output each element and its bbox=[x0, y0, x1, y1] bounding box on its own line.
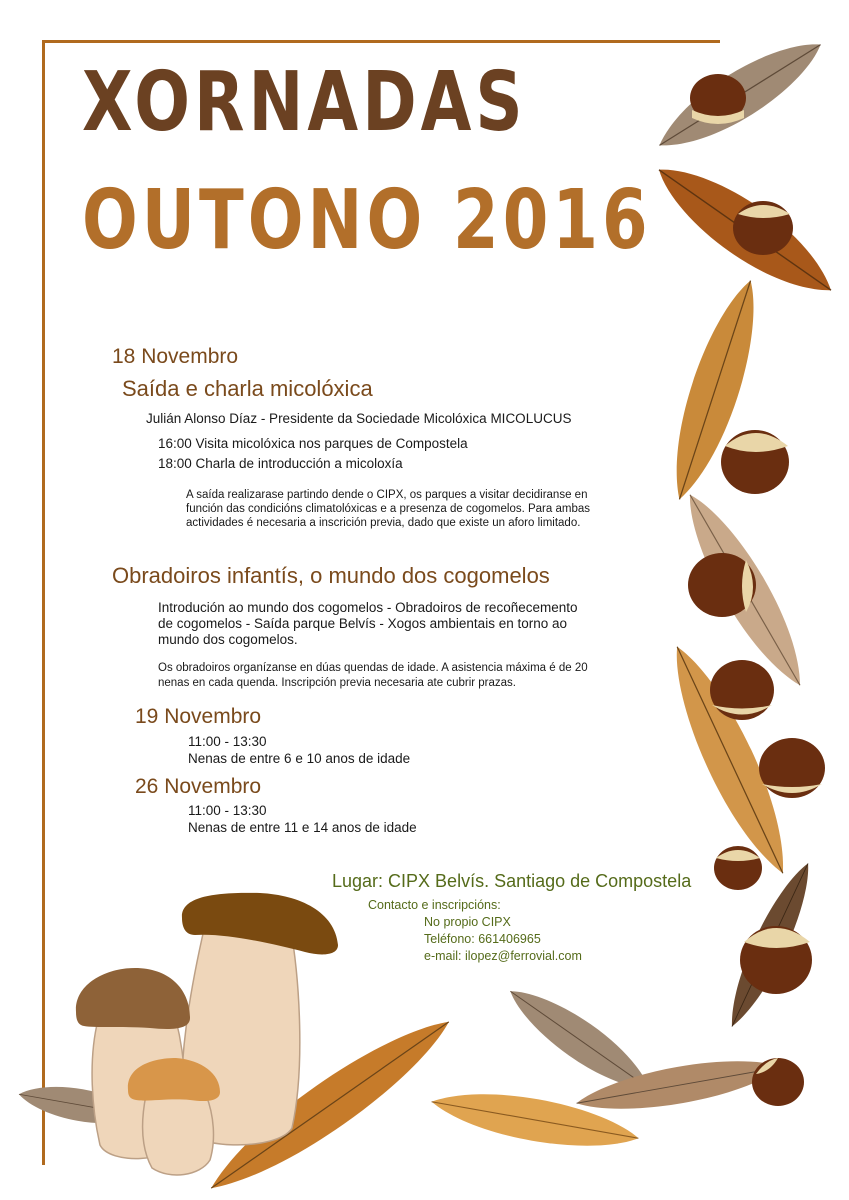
contact-place: No propio CIPX bbox=[424, 915, 511, 929]
chestnut-icon bbox=[752, 1058, 804, 1106]
section2-description-line: de cogomelos - Saída parque Belvís - Xogos ambientais en torno ao bbox=[158, 616, 567, 631]
chestnut-icon bbox=[690, 74, 746, 124]
contact-email[interactable]: e-mail: ilopez@ferrovial.com bbox=[424, 949, 582, 963]
section1-heading: Saída e charla micolóxica bbox=[122, 376, 373, 401]
chestnut-icon bbox=[721, 430, 789, 494]
session-time: 11:00 - 13:30 bbox=[188, 803, 267, 818]
section2-note-line: Os obradoiros organízanse en dúas quendas de idade. A asistencia máxima é de 20 bbox=[158, 662, 588, 674]
section2-note-line: nenas en cada quenda. Inscripción previa necesaria ate cubrir prazas. bbox=[158, 677, 516, 689]
section1-note-line: actividades é necesaria a inscrición previa, dado que existe un aforo limitado. bbox=[186, 517, 581, 529]
session-group: Nenas de entre 11 e 14 anos de idade bbox=[188, 820, 417, 835]
chestnut-icon bbox=[740, 926, 812, 994]
schedule-item: 18:00 Charla de introducción a micoloxía bbox=[158, 456, 403, 471]
chestnut-icon bbox=[759, 738, 825, 798]
section2-description-line: Introdución ao mundo dos cogomelos - Obradoiros de recoñecemento bbox=[158, 600, 578, 615]
section1-speaker: Julián Alonso Díaz - Presidente da Sociedade Micolóxica MICOLUCUS bbox=[146, 411, 572, 426]
section1-date: 18 Novembro bbox=[112, 345, 239, 368]
schedule-item: 16:00 Visita micolóxica nos parques de Compostela bbox=[158, 436, 468, 451]
title-line-1: XORNADAS bbox=[82, 55, 527, 150]
section1-note-line: función das condicións climatolóxicas e a presenza de cogomelos. Para ambas bbox=[186, 503, 590, 515]
title-line-2: OUTONO 2016 bbox=[82, 173, 652, 268]
session-date: 19 Novembro bbox=[135, 705, 262, 728]
contact-label: Contacto e inscripcións: bbox=[368, 898, 501, 912]
session-group: Nenas de entre 6 e 10 anos de idade bbox=[188, 751, 411, 766]
section2-description-line: mundo dos cogomelos. bbox=[158, 632, 298, 647]
chestnut-icon bbox=[710, 660, 774, 720]
chestnut-icon bbox=[733, 201, 793, 255]
chestnut-icon bbox=[688, 553, 756, 617]
contact-phone: Teléfono: 661406965 bbox=[424, 932, 541, 946]
location: Lugar: CIPX Belvís. Santiago de Compostela bbox=[332, 871, 692, 891]
session-date: 26 Novembro bbox=[135, 775, 262, 798]
section2-heading: Obradoiros infantís, o mundo dos cogomelos bbox=[112, 563, 550, 588]
session-time: 11:00 - 13:30 bbox=[188, 734, 267, 749]
section1-note-line: A saída realizarase partindo dende o CIPX, os parques a visitar decidiranse en bbox=[186, 489, 588, 501]
chestnut-icon bbox=[714, 846, 762, 890]
